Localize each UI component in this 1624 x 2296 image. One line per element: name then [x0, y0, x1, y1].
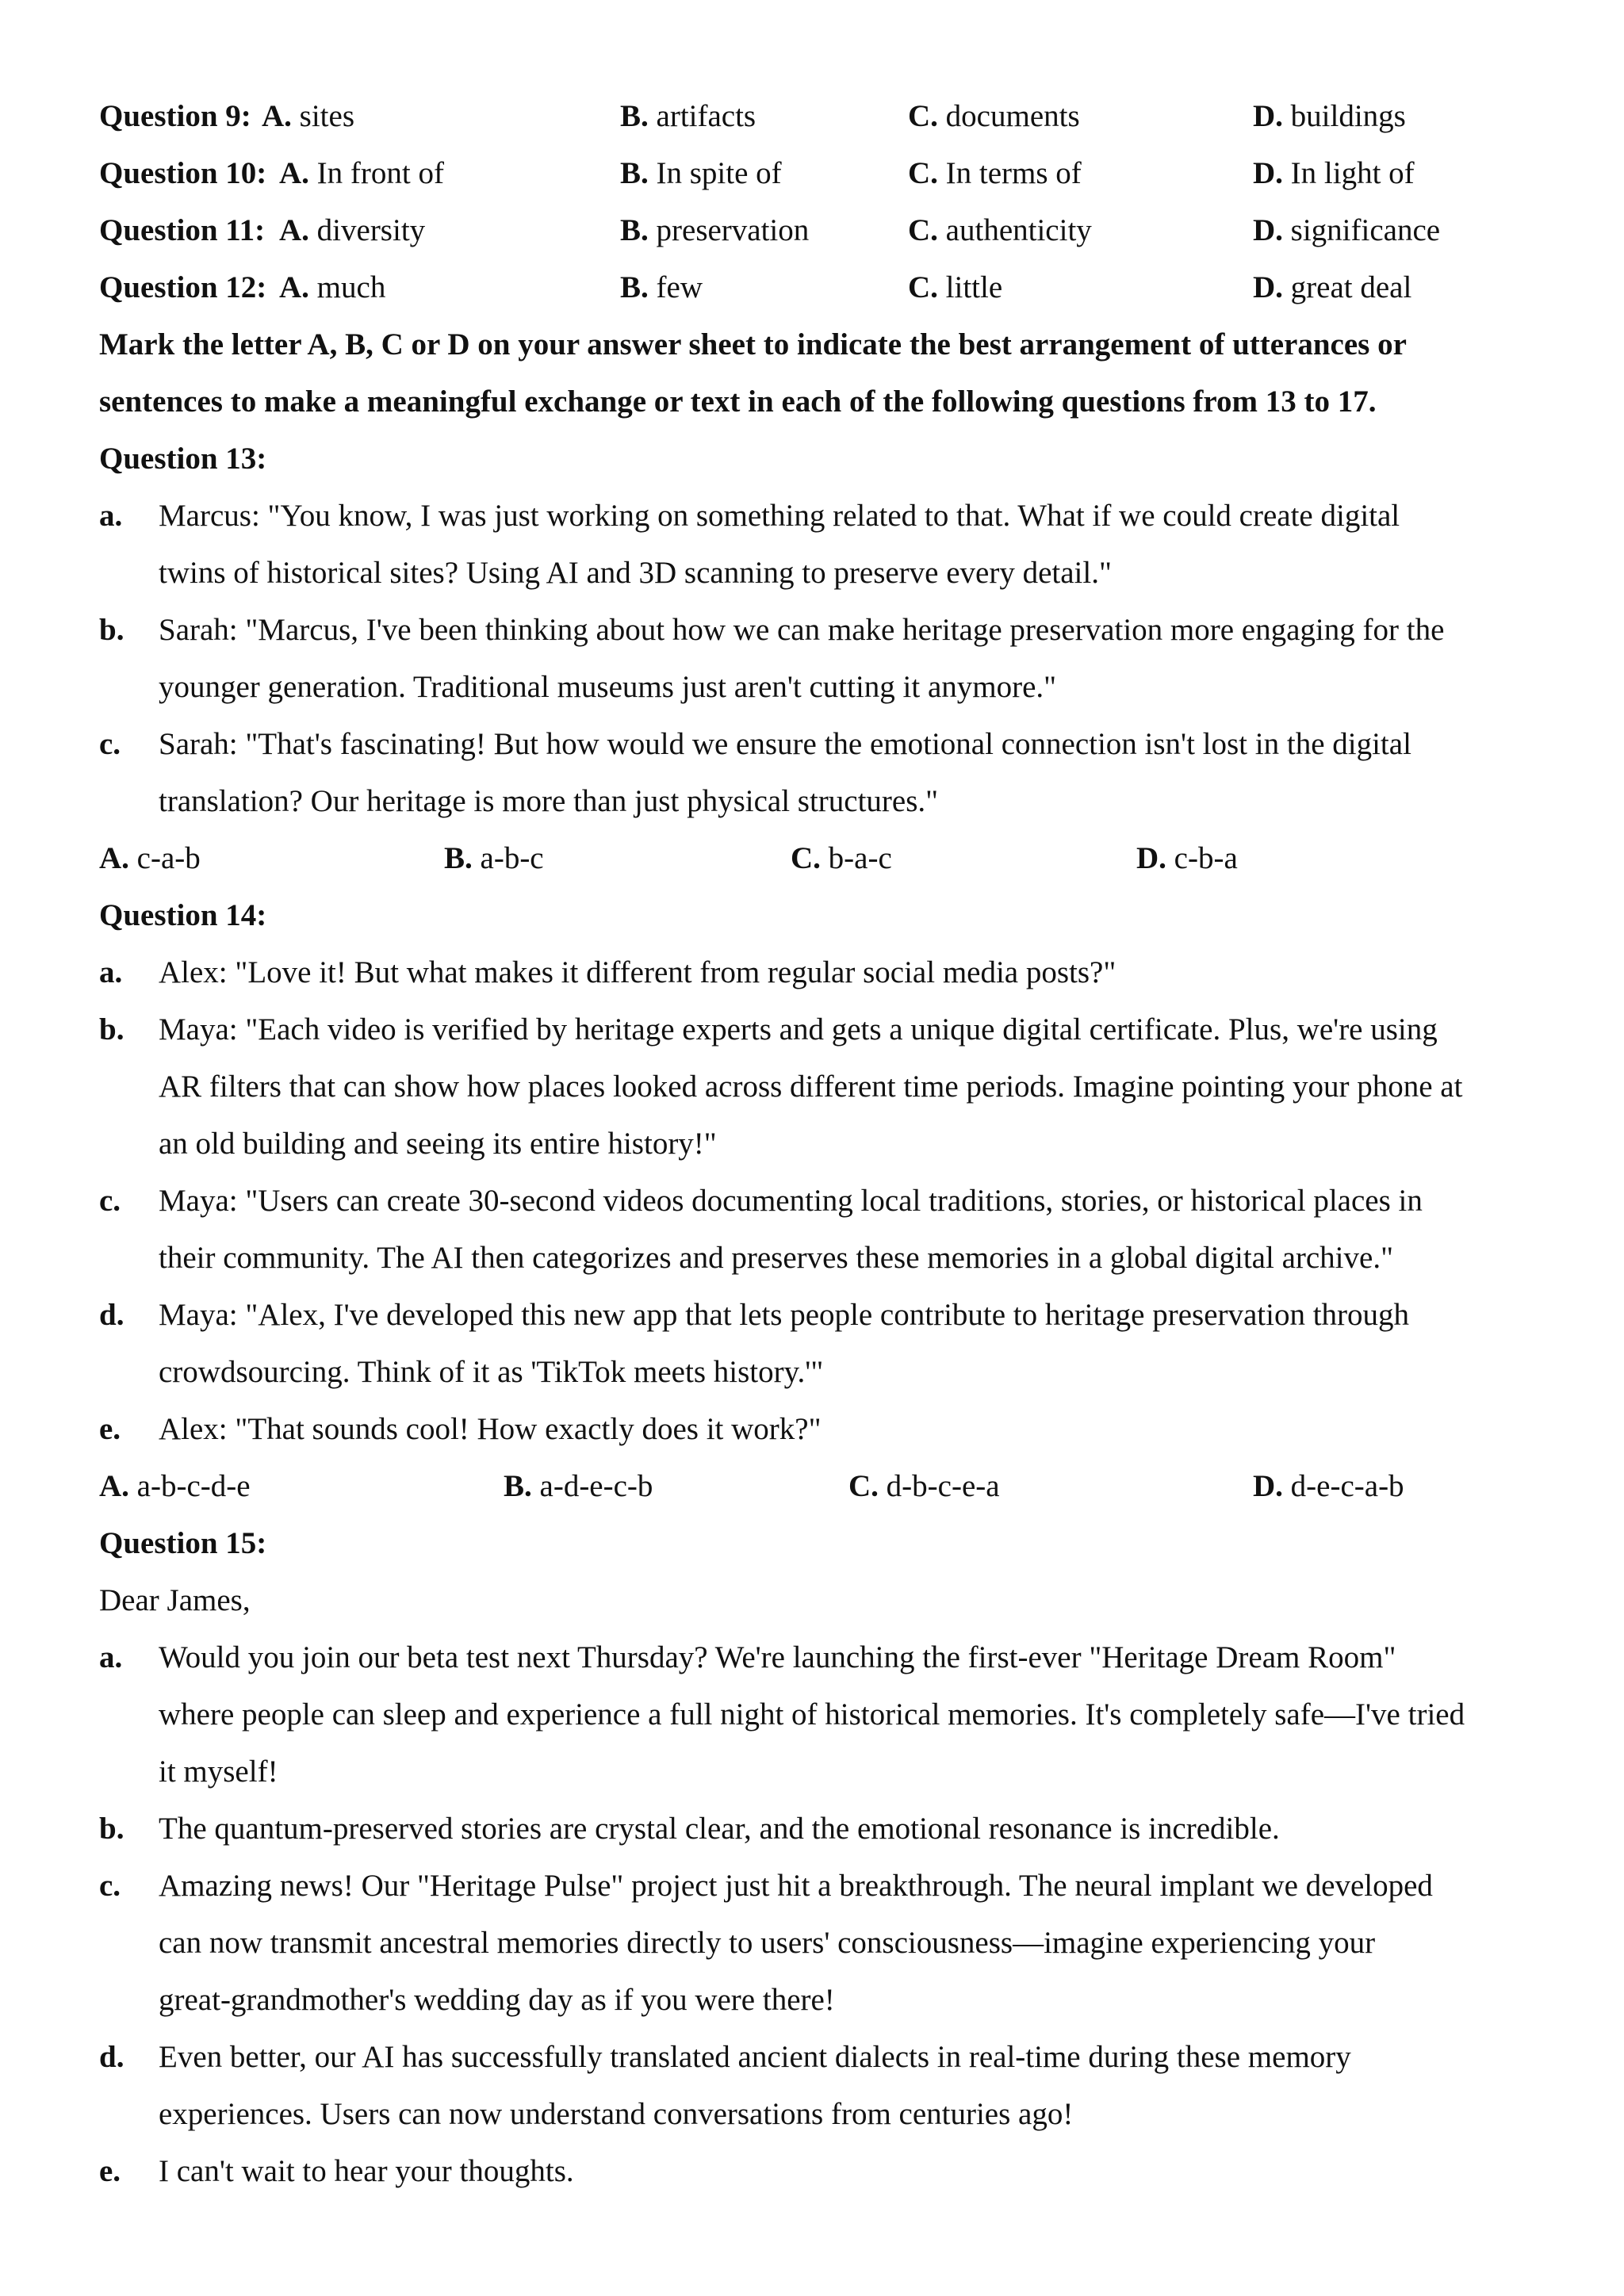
option-letter: B. — [620, 270, 649, 304]
option-letter: A. — [279, 156, 309, 190]
option-b: preservation — [656, 213, 810, 247]
option-c: In terms of — [945, 156, 1082, 190]
item-label: e. — [99, 1412, 121, 1446]
answer-option-d[interactable]: D. d-e-c-a-b — [1253, 1469, 1404, 1503]
item-label: d. — [99, 2040, 124, 2074]
q15-item-a-line-3: it myself! — [159, 1755, 278, 1789]
q14-item-b-line-2: AR filters that can show how places looked across different time periods. Imagine pointing your phone at — [159, 1070, 1463, 1104]
item-label: c. — [99, 1184, 121, 1218]
question-15-title: Question 15: — [99, 1526, 267, 1560]
q13-item-a-line-1: Marcus: "You know, I was just working on something related to that. What if we could create digital — [159, 499, 1400, 533]
question-number: Question 12: — [99, 270, 267, 304]
answer-option-d[interactable]: D. c-b-a — [1136, 841, 1238, 875]
instruction-line-2: sentences to make a meaningful exchange or text in each of the following questions from 13 to 17. — [99, 385, 1377, 419]
q14-item-c-line-2: their community. The AI then categorizes and preserves these memories in a global digital archive." — [159, 1241, 1393, 1275]
option-c: documents — [945, 99, 1080, 133]
letter-greeting: Dear James, — [99, 1583, 251, 1617]
question-number: Question 9: — [99, 99, 251, 133]
option-b: In spite of — [656, 156, 782, 190]
answer-option-c[interactable]: C. b-a-c — [791, 841, 892, 875]
option-a: much — [316, 270, 386, 304]
item-label: e. — [99, 2154, 121, 2188]
item-label: b. — [99, 1812, 124, 1846]
item-label: c. — [99, 1869, 121, 1903]
answer-option-a[interactable]: A. c-a-b — [99, 841, 201, 875]
option-letter: D. — [1253, 99, 1283, 133]
q15-item-c-line-1: Amazing news! Our "Heritage Pulse" project just hit a breakthrough. The neural implant we developed — [159, 1869, 1433, 1903]
q14-item-e-line-1: Alex: "That sounds cool! How exactly does it work?" — [159, 1412, 822, 1446]
option-letter: D. — [1253, 270, 1283, 304]
option-d: great deal — [1290, 270, 1412, 304]
option-letter: A. — [279, 213, 309, 247]
q15-item-a-line-2: where people can sleep and experience a full night of historical memories. It's completely safe—I've tried — [159, 1697, 1465, 1732]
q14-item-b-line-1: Maya: "Each video is verified by heritage experts and gets a unique digital certificate. Plus, we're using — [159, 1012, 1438, 1047]
option-letter: D. — [1253, 156, 1283, 190]
item-label: c. — [99, 727, 121, 761]
q14-item-c-line-1: Maya: "Users can create 30-second videos documenting local traditions, stories, or historical places in — [159, 1184, 1423, 1218]
option-d: buildings — [1290, 99, 1406, 133]
question-number: Question 11: — [99, 213, 266, 247]
q13-item-a-line-2: twins of historical sites? Using AI and 3D scanning to preserve every detail." — [159, 556, 1112, 590]
q15-item-e-line-1: I can't wait to hear your thoughts. — [159, 2154, 574, 2188]
question-13-title: Question 13: — [99, 442, 267, 476]
option-letter: C. — [908, 213, 938, 247]
q15-item-d-line-2: experiences. Users can now understand conversations from centuries ago! — [159, 2097, 1074, 2131]
option-b: artifacts — [656, 99, 756, 133]
q14-item-d-line-2: crowdsourcing. Think of it as 'TikTok meets history.'" — [159, 1355, 824, 1389]
item-label: a. — [99, 955, 123, 989]
option-letter: B. — [620, 156, 649, 190]
q14-item-d-line-1: Maya: "Alex, I've developed this new app that lets people contribute to heritage preservation through — [159, 1298, 1410, 1332]
option-letter: D. — [1253, 213, 1283, 247]
option-letter: A. — [279, 270, 309, 304]
q15-item-a-line-1: Would you join our beta test next Thursday? We're launching the first-ever "Heritage Dream Room" — [159, 1640, 1396, 1674]
option-b: few — [656, 270, 703, 304]
q13-item-c-line-2: translation? Our heritage is more than just physical structures." — [159, 784, 939, 818]
q13-item-b-line-2: younger generation. Traditional museums just aren't cutting it anymore." — [159, 670, 1057, 704]
item-label: d. — [99, 1298, 124, 1332]
option-letter: B. — [620, 213, 649, 247]
answer-option-b[interactable]: B. a-d-e-c-b — [504, 1469, 653, 1503]
option-c: little — [945, 270, 1003, 304]
option-letter: C. — [908, 156, 938, 190]
answer-option-c[interactable]: C. d-b-c-e-a — [848, 1469, 1000, 1503]
answer-option-a[interactable]: A. a-b-c-d-e — [99, 1469, 251, 1503]
item-label: b. — [99, 1012, 124, 1047]
q14-item-a-line-1: Alex: "Love it! But what makes it different from regular social media posts?" — [159, 955, 1116, 989]
option-a: sites — [299, 99, 355, 133]
q15-item-c-line-3: great-grandmother's wedding day as if you were there! — [159, 1983, 835, 2017]
question-number: Question 10: — [99, 156, 267, 190]
answer-option-b[interactable]: B. a-b-c — [444, 841, 544, 875]
item-label: b. — [99, 613, 124, 647]
option-a: diversity — [316, 213, 426, 247]
option-d: In light of — [1290, 156, 1415, 190]
question-14-title: Question 14: — [99, 898, 267, 932]
q15-item-d-line-1: Even better, our AI has successfully translated ancient dialects in real-time during these memory — [159, 2040, 1351, 2074]
instruction-line-1: Mark the letter A, B, C or D on your answer sheet to indicate the best arrangement of utterances or — [99, 327, 1407, 362]
option-a: In front of — [316, 156, 444, 190]
option-c: authenticity — [945, 213, 1092, 247]
q13-item-c-line-1: Sarah: "That's fascinating! But how would we ensure the emotional connection isn't lost in the digital — [159, 727, 1411, 761]
item-label: a. — [99, 1640, 123, 1674]
option-letter: C. — [908, 99, 938, 133]
q15-item-b-line-1: The quantum-preserved stories are crystal clear, and the emotional resonance is incredible. — [159, 1812, 1280, 1846]
q14-item-b-line-3: an old building and seeing its entire history!" — [159, 1127, 717, 1161]
item-label: a. — [99, 499, 123, 533]
option-d: significance — [1290, 213, 1441, 247]
option-letter: B. — [620, 99, 649, 133]
q15-item-c-line-2: can now transmit ancestral memories directly to users' consciousness—imagine experiencing your — [159, 1926, 1376, 1960]
option-letter: C. — [908, 270, 938, 304]
option-letter: A. — [262, 99, 292, 133]
q13-item-b-line-1: Sarah: "Marcus, I've been thinking about how we can make heritage preservation more engaging for the — [159, 613, 1445, 647]
